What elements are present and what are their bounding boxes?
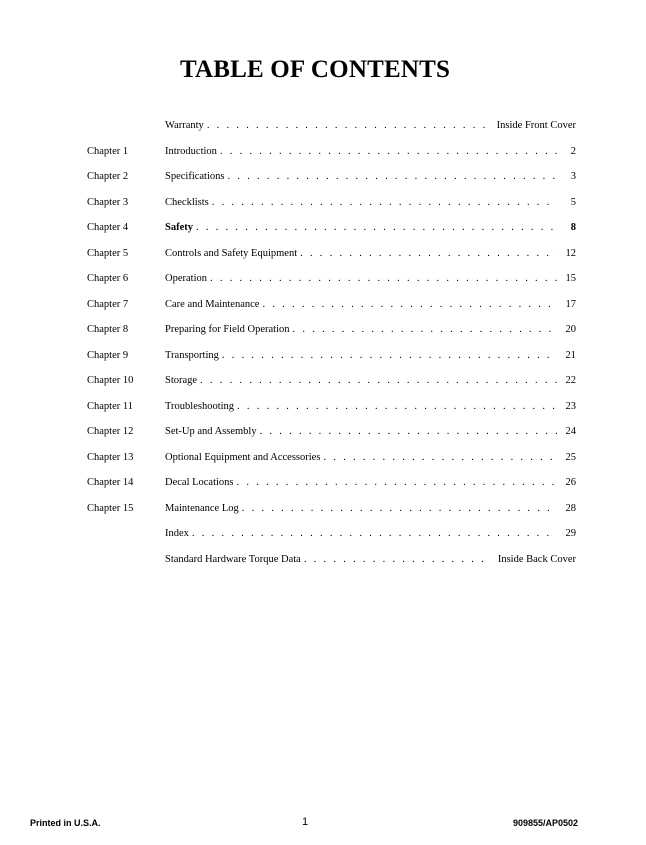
toc-page-number: 26 xyxy=(565,477,576,488)
toc-chapter-number: Chapter 10 xyxy=(87,375,134,386)
dot-leader xyxy=(237,394,557,420)
toc-row-storage[interactable] xyxy=(0,368,646,394)
toc-row-setup-assembly[interactable] xyxy=(0,419,646,445)
toc-chapter-number: Chapter 6 xyxy=(87,273,129,284)
toc-page-number: 21 xyxy=(565,349,576,361)
toc-page-ref: Inside Front Cover xyxy=(496,120,576,131)
toc-page-ref: Inside Back Cover xyxy=(497,553,576,565)
toc-entry-label: Safety xyxy=(165,222,193,233)
toc-chapter-number: Chapter 5 xyxy=(87,247,129,259)
toc-chapter-number: Chapter 4 xyxy=(87,222,129,233)
dot-leader xyxy=(207,113,487,139)
toc-entry-label: Standard Hardware Torque Data xyxy=(165,553,301,565)
toc-page-number: 29 xyxy=(565,528,576,539)
toc-row-checklists[interactable] xyxy=(0,190,646,216)
toc-chapter-number: Chapter 8 xyxy=(87,324,129,335)
toc-row-troubleshooting[interactable] xyxy=(0,394,646,420)
dot-leader xyxy=(212,190,557,216)
toc-page-number: 28 xyxy=(565,502,576,514)
footer-page-number: 1 xyxy=(302,816,309,828)
toc-entry-label: Checklists xyxy=(165,196,209,208)
dot-leader xyxy=(293,317,557,343)
toc-chapter-number: Chapter 9 xyxy=(87,349,129,361)
toc-entry-label: Specifications xyxy=(165,171,225,182)
dot-leader xyxy=(242,496,557,522)
toc-chapter-number: Chapter 15 xyxy=(87,502,134,514)
toc-row-torque-data[interactable] xyxy=(0,547,646,573)
toc-row-safety[interactable] xyxy=(0,215,646,241)
dot-leader xyxy=(237,470,557,496)
toc-page-number: 5 xyxy=(570,196,576,208)
toc-page-number: 3 xyxy=(570,171,576,182)
toc-page-number: 25 xyxy=(565,451,576,463)
toc-chapter-number: Chapter 12 xyxy=(87,426,134,437)
toc-row-controls[interactable] xyxy=(0,241,646,267)
toc-entry-label: Maintenance Log xyxy=(165,502,239,514)
toc-entry-label: Storage xyxy=(165,375,198,386)
dot-leader xyxy=(192,521,557,547)
toc-chapter-number: Chapter 14 xyxy=(87,477,134,488)
toc-row-operation[interactable] xyxy=(0,266,646,292)
dot-leader xyxy=(222,343,557,369)
footer-printed-in: Printed in U.S.A. xyxy=(30,818,101,828)
footer-document-code: 909855/AP0502 xyxy=(512,818,578,828)
toc-chapter-number: Chapter 7 xyxy=(87,298,129,310)
toc-entry-label: Troubleshooting xyxy=(165,400,235,412)
toc-row-decal-locations[interactable] xyxy=(0,470,646,496)
toc-row-transporting[interactable] xyxy=(0,343,646,369)
toc-row-specifications[interactable] xyxy=(0,164,646,190)
toc-row-maintenance-log[interactable] xyxy=(0,496,646,522)
dot-leader xyxy=(200,368,557,394)
dot-leader xyxy=(262,292,557,318)
dot-leader xyxy=(227,164,557,190)
toc-entry-label: Set-Up and Assembly xyxy=(165,426,257,437)
toc-entry-label: Introduction xyxy=(165,145,217,157)
toc-entry-label: Care and Maintenance xyxy=(165,298,260,310)
toc-page-number: 20 xyxy=(565,324,576,335)
dot-leader xyxy=(196,215,557,241)
toc-entry-label: Transporting xyxy=(165,349,219,361)
dot-leader xyxy=(210,266,557,292)
dot-leader xyxy=(323,445,557,471)
toc-entry-label: Preparing for Field Operation xyxy=(165,324,290,335)
toc-entry-label: Warranty xyxy=(165,120,204,131)
page-title-text: TABLE OF CONTENTS xyxy=(179,56,451,83)
toc-row-warranty[interactable] xyxy=(0,113,646,139)
toc-entry-label: Index xyxy=(165,528,189,539)
dot-leader xyxy=(220,139,557,165)
toc-row-introduction[interactable] xyxy=(0,139,646,165)
table-of-contents xyxy=(0,113,646,572)
toc-row-care-maintenance[interactable] xyxy=(0,292,646,318)
toc-entry-label: Controls and Safety Equipment xyxy=(165,247,298,259)
toc-entry-label: Optional Equipment and Accessories xyxy=(165,451,321,463)
toc-row-index[interactable] xyxy=(0,521,646,547)
toc-entry-label: Decal Locations xyxy=(165,477,234,488)
toc-chapter-number: Chapter 1 xyxy=(87,145,129,157)
toc-row-field-operation[interactable] xyxy=(0,317,646,343)
toc-page-number: 17 xyxy=(565,298,576,310)
toc-page-number: 12 xyxy=(565,247,576,259)
toc-page-number: 22 xyxy=(565,375,576,386)
toc-page-number: 24 xyxy=(565,426,576,437)
toc-chapter-number: Chapter 2 xyxy=(87,171,129,182)
dot-leader xyxy=(260,419,557,445)
toc-chapter-number: Chapter 13 xyxy=(87,451,134,463)
toc-page-number: 8 xyxy=(570,222,576,233)
toc-page-number: 15 xyxy=(565,273,576,284)
toc-chapter-number: Chapter 11 xyxy=(87,400,133,412)
dot-leader xyxy=(300,241,557,267)
dot-leader xyxy=(304,547,488,573)
toc-entry-label: Operation xyxy=(165,273,207,284)
toc-page-number: 2 xyxy=(570,145,576,157)
page-title xyxy=(0,56,646,84)
toc-page-number: 23 xyxy=(565,400,576,412)
toc-chapter-number: Chapter 3 xyxy=(87,196,129,208)
toc-row-optional-equipment[interactable] xyxy=(0,445,646,471)
